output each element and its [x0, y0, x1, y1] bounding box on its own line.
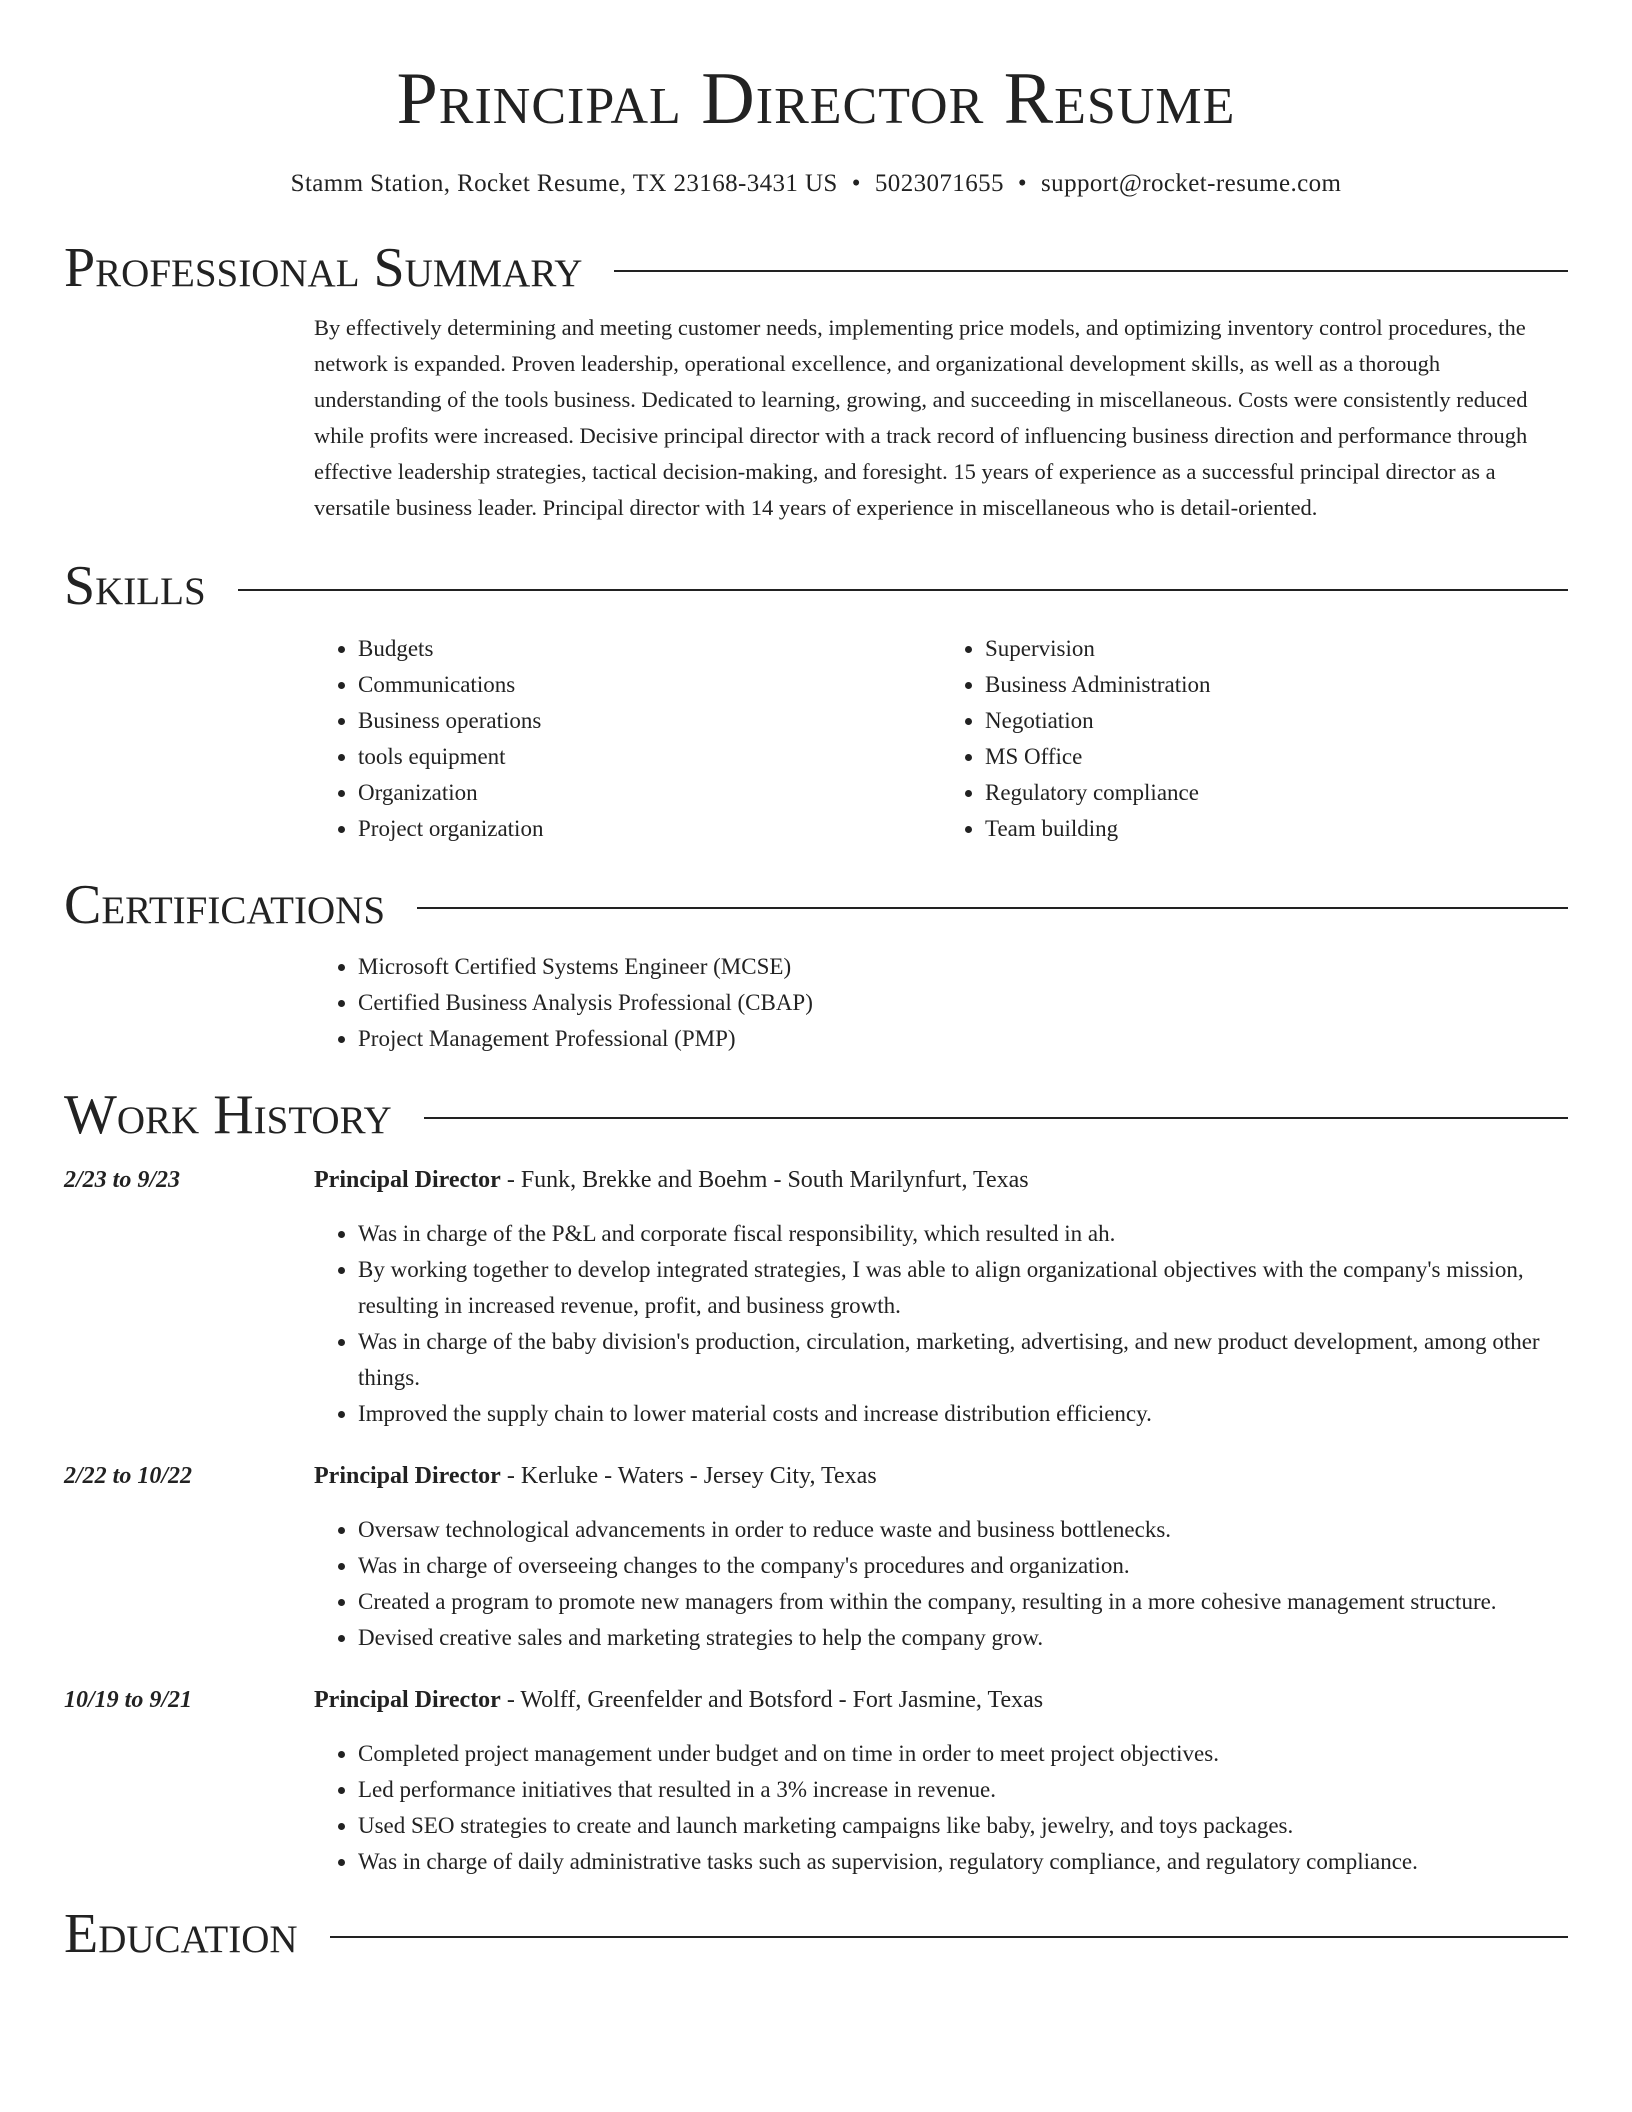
- job-bullet: • By working together to develop integrated strategies, I was able to align organizational objectives with the company's mission, resulting in increased revenue, profit, and business growth.: [358, 1252, 1568, 1324]
- job-bullet: • Was in charge of the baby division's production, circulation, marketing, advertising, and new product development, among other things.: [358, 1324, 1568, 1396]
- skill-item: • Supervision: [985, 631, 1568, 667]
- certifications-section-header: [64, 873, 1568, 937]
- job-entry: [64, 1682, 1568, 1880]
- work-history-heading: Work History: [64, 1084, 392, 1147]
- certification-item: • Certified Business Analysis Professional (CBAP): [358, 985, 1568, 1021]
- job-bullet: • Completed project management under budget and on time in order to meet project objectives.: [358, 1736, 1568, 1772]
- contact-separator: •: [851, 170, 861, 197]
- job-employer: - Wolff, Greenfelder and Botsford - Fort Jasmine, Texas: [500, 1686, 1044, 1713]
- job-heading: [314, 1682, 1568, 1718]
- section-divider: [614, 270, 1568, 272]
- skill-item: • Team building: [985, 811, 1568, 847]
- job-bullet: • Used SEO strategies to create and launch marketing campaigns like baby, jewelry, and toys packages.: [358, 1808, 1568, 1844]
- job-bullets: [64, 1512, 1568, 1656]
- summary-text: By effectively determining and meeting customer needs, implementing price models, and optimizing inventory control procedures, the network is expanded. Proven leadership, operational excellence, and organizational development skills, as well as a thorough understanding of the tools business. Dedicated to learning, growing, and succeeding in miscellaneous. Costs were consistently reduced while profits were increased. Decisive principal director with a track record of influencing business direction and performance through effective leadership strategies, tactical decision-making, and foresight. 15 years of experience as a successful principal director as a versatile business leader. Principal director with 14 years of experience in miscellaneous who is detail-oriented.: [314, 315, 1528, 521]
- job-body: [314, 1162, 1568, 1432]
- resume-title: Principal Director Resume: [396, 58, 1236, 140]
- job-entry: [64, 1458, 1568, 1656]
- job-bullets: [64, 1736, 1568, 1880]
- skill-item: • Project organization: [358, 811, 941, 847]
- contact-phone: 5023071655: [874, 170, 1004, 197]
- certification-item: • Project Management Professional (PMP): [358, 1021, 1568, 1057]
- job-dates: 2/23 to 9/23: [64, 1166, 181, 1193]
- job-bullet: • Was in charge of daily administrative tasks such as supervision, regulatory compliance, and regulatory compliance.: [358, 1844, 1568, 1880]
- skill-item: • MS Office: [985, 739, 1568, 775]
- skills-grid: [314, 631, 1568, 847]
- job-title: Principal Director: [314, 1462, 501, 1489]
- summary-section-header: [64, 236, 1568, 300]
- contact-email: support@rocket-resume.com: [1041, 170, 1342, 197]
- skill-item: • Negotiation: [985, 703, 1568, 739]
- section-divider: [424, 1117, 1568, 1119]
- job-employer: - Kerluke - Waters - Jersey City, Texas: [500, 1462, 877, 1489]
- section-divider: [417, 907, 1568, 909]
- job-dates: 10/19 to 9/21: [64, 1686, 193, 1713]
- job-bullet: • Created a program to promote new managers from within the company, resulting in a more cohesive management structure.: [358, 1584, 1568, 1620]
- certifications-heading: Certifications: [64, 873, 386, 936]
- job-dates: 2/22 to 10/22: [64, 1462, 193, 1489]
- job-title: Principal Director: [314, 1166, 501, 1193]
- job-heading: [314, 1162, 1568, 1198]
- job-bullet: • Was in charge of overseeing changes to the company's procedures and organization.: [358, 1548, 1568, 1584]
- job-bullet: • Devised creative sales and marketing strategies to help the company grow.: [358, 1620, 1568, 1656]
- job-bullets: [64, 1216, 1568, 1432]
- job-body: [314, 1682, 1568, 1880]
- skills-section-header: [64, 554, 1568, 618]
- summary-heading: Professional Summary: [64, 237, 583, 299]
- job-body: [314, 1458, 1568, 1656]
- certification-item: • Microsoft Certified Systems Engineer (MCSE): [358, 949, 1568, 985]
- job-entry: [64, 1162, 1568, 1432]
- job-bullet: • Was in charge of the P&L and corporate fiscal responsibility, which resulted in ah.: [358, 1216, 1568, 1252]
- job-bullet: • Oversaw technological advancements in order to reduce waste and business bottlenecks.: [358, 1512, 1568, 1548]
- skills-list-left: [314, 631, 941, 847]
- job-bullet: • Improved the supply chain to lower material costs and increase distribution efficiency.: [358, 1396, 1568, 1432]
- section-divider: [330, 1936, 1568, 1938]
- skill-item: • Organization: [358, 775, 941, 811]
- work-history-section-header: [64, 1083, 1568, 1147]
- skill-item: • Budgets: [358, 631, 941, 667]
- skill-item: • tools equipment: [358, 739, 941, 775]
- job-employer: - Funk, Brekke and Boehm - South Marilynfurt, Texas: [500, 1166, 1029, 1193]
- section-divider: [238, 589, 1568, 591]
- education-section-header: [64, 1902, 1568, 1966]
- contact-address: Stamm Station, Rocket Resume, TX 23168-3431 US: [290, 170, 838, 197]
- job-bullet: • Led performance initiatives that resulted in a 3% increase in revenue.: [358, 1772, 1568, 1808]
- certifications-list: [314, 949, 1568, 1057]
- skill-item: • Regulatory compliance: [985, 775, 1568, 811]
- job-title: Principal Director: [314, 1686, 501, 1713]
- skills-heading: Skills: [64, 555, 206, 618]
- job-heading: [314, 1458, 1568, 1494]
- contact-line: [64, 170, 1568, 198]
- contact-separator: •: [1017, 170, 1028, 197]
- skill-item: • Business Administration: [985, 667, 1568, 703]
- skill-item: • Communications: [358, 667, 941, 703]
- education-heading: Education: [64, 1902, 298, 1965]
- skill-item: • Business operations: [358, 703, 941, 739]
- skills-list-right: [941, 631, 1568, 847]
